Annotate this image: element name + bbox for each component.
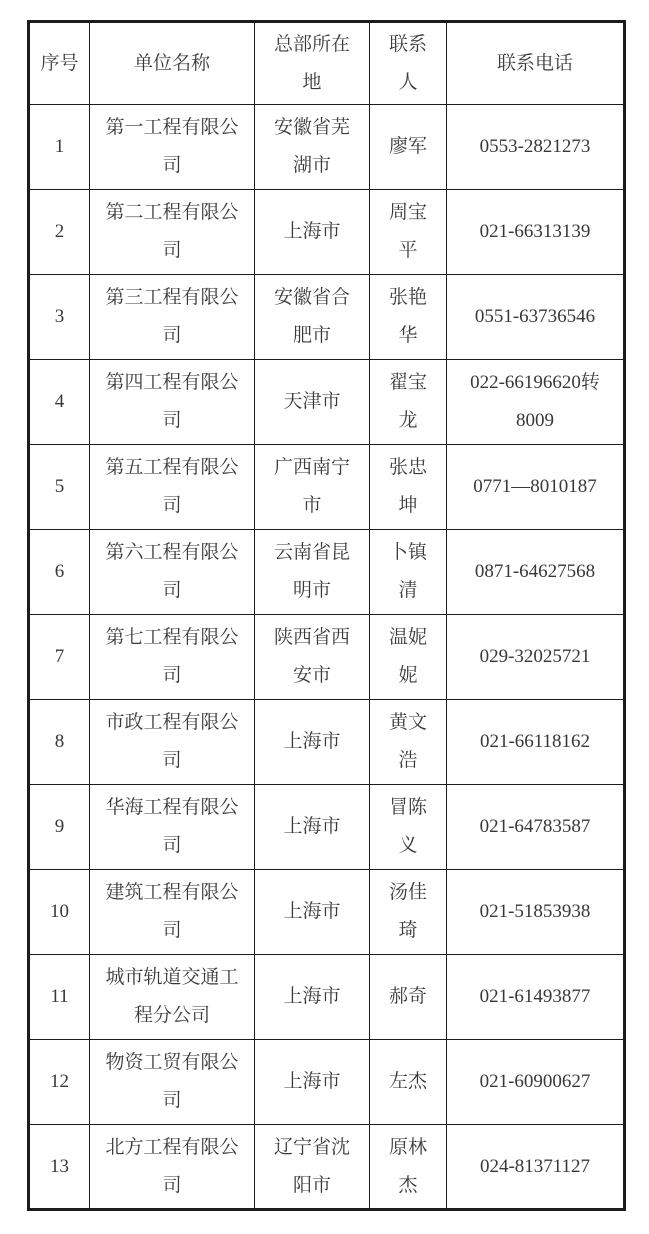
cell-contact: 左杰	[370, 1040, 447, 1125]
cell-company: 第七工程有限公司	[90, 615, 255, 700]
cell-company: 建筑工程有限公司	[90, 870, 255, 955]
cell-index: 12	[29, 1040, 90, 1125]
cell-contact: 温妮妮	[370, 615, 447, 700]
cell-index: 2	[29, 190, 90, 275]
header-contact: 联系人	[370, 22, 447, 105]
table-row	[29, 445, 625, 530]
cell-company: 第三工程有限公司	[90, 275, 255, 360]
cell-phone: 021-66313139	[447, 190, 625, 275]
header-index: 序号	[29, 22, 90, 105]
cell-company: 第六工程有限公司	[90, 530, 255, 615]
cell-location: 天津市	[255, 360, 370, 445]
cell-location: 上海市	[255, 700, 370, 785]
cell-contact: 黄文浩	[370, 700, 447, 785]
table-body	[29, 105, 625, 1210]
cell-phone: 022-66196620转8009	[447, 360, 625, 445]
cell-location: 广西南宁市	[255, 445, 370, 530]
cell-phone: 0551-63736546	[447, 275, 625, 360]
table-row	[29, 870, 625, 955]
cell-company: 市政工程有限公司	[90, 700, 255, 785]
cell-phone: 0771—8010187	[447, 445, 625, 530]
cell-location: 上海市	[255, 955, 370, 1040]
cell-phone: 029-32025721	[447, 615, 625, 700]
table-row	[29, 955, 625, 1040]
cell-company: 第五工程有限公司	[90, 445, 255, 530]
table-row	[29, 1040, 625, 1125]
cell-phone: 021-61493877	[447, 955, 625, 1040]
cell-index: 7	[29, 615, 90, 700]
cell-company: 第二工程有限公司	[90, 190, 255, 275]
cell-phone: 0553-2821273	[447, 105, 625, 190]
cell-location: 上海市	[255, 785, 370, 870]
cell-phone: 021-64783587	[447, 785, 625, 870]
cell-company: 城市轨道交通工程分公司	[90, 955, 255, 1040]
cell-contact: 廖军	[370, 105, 447, 190]
cell-location: 安徽省合肥市	[255, 275, 370, 360]
cell-index: 8	[29, 700, 90, 785]
cell-index: 4	[29, 360, 90, 445]
contact-table	[27, 20, 626, 1211]
cell-company: 第四工程有限公司	[90, 360, 255, 445]
cell-index: 3	[29, 275, 90, 360]
cell-contact: 原林杰	[370, 1125, 447, 1210]
cell-location: 安徽省芜湖市	[255, 105, 370, 190]
header-row	[29, 22, 625, 105]
cell-company: 物资工贸有限公司	[90, 1040, 255, 1125]
cell-index: 10	[29, 870, 90, 955]
cell-phone: 021-60900627	[447, 1040, 625, 1125]
table-row	[29, 530, 625, 615]
table-row	[29, 360, 625, 445]
cell-contact: 翟宝龙	[370, 360, 447, 445]
cell-index: 6	[29, 530, 90, 615]
cell-location: 辽宁省沈阳市	[255, 1125, 370, 1210]
cell-index: 11	[29, 955, 90, 1040]
cell-contact: 郝奇	[370, 955, 447, 1040]
cell-contact: 张忠坤	[370, 445, 447, 530]
table-row	[29, 275, 625, 360]
cell-phone: 021-51853938	[447, 870, 625, 955]
cell-company: 华海工程有限公司	[90, 785, 255, 870]
cell-index: 9	[29, 785, 90, 870]
header-company: 单位名称	[90, 22, 255, 105]
cell-location: 上海市	[255, 190, 370, 275]
cell-contact: 周宝平	[370, 190, 447, 275]
header-phone: 联系电话	[447, 22, 625, 105]
cell-company: 北方工程有限公司	[90, 1125, 255, 1210]
cell-contact: 卜镇清	[370, 530, 447, 615]
cell-contact: 冒陈义	[370, 785, 447, 870]
cell-index: 13	[29, 1125, 90, 1210]
cell-index: 1	[29, 105, 90, 190]
table-row	[29, 105, 625, 190]
table-row	[29, 785, 625, 870]
cell-location: 云南省昆明市	[255, 530, 370, 615]
cell-phone: 021-66118162	[447, 700, 625, 785]
cell-contact: 汤佳琦	[370, 870, 447, 955]
header-location: 总部所在地	[255, 22, 370, 105]
cell-location: 上海市	[255, 870, 370, 955]
table-row	[29, 700, 625, 785]
cell-location: 上海市	[255, 1040, 370, 1125]
cell-phone: 0871-64627568	[447, 530, 625, 615]
cell-location: 陕西省西安市	[255, 615, 370, 700]
cell-contact: 张艳华	[370, 275, 447, 360]
table-row	[29, 190, 625, 275]
table-row	[29, 1125, 625, 1210]
cell-index: 5	[29, 445, 90, 530]
table-row	[29, 615, 625, 700]
cell-phone: 024-81371127	[447, 1125, 625, 1210]
cell-company: 第一工程有限公司	[90, 105, 255, 190]
